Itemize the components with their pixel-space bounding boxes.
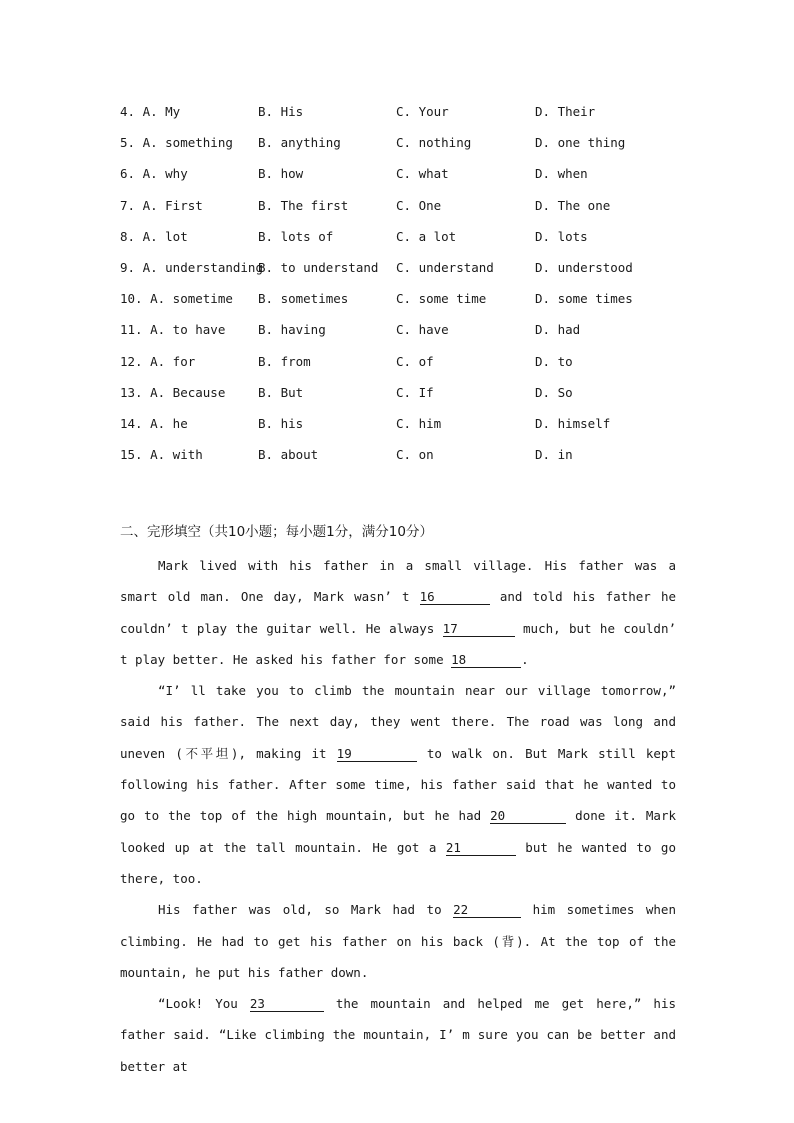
option-d: D. in (535, 447, 573, 463)
option-b: B. to understand (258, 259, 379, 275)
passage-text: much, but he couldn’ t play better. He asked his father for some (120, 620, 677, 667)
question-row-9 (120, 258, 720, 289)
option-b: B. from (258, 353, 311, 369)
option-a: 12. A. for (120, 353, 196, 369)
question-row-4 (120, 102, 720, 133)
option-b: B. how (258, 166, 304, 182)
option-b: B. sometimes (258, 291, 349, 307)
question-row-12 (120, 352, 720, 383)
option-a: 15. A. with (120, 447, 203, 463)
question-row-10 (120, 289, 720, 320)
option-d: D. one thing (535, 135, 626, 151)
option-c: C. Your (396, 104, 449, 119)
option-a: 11. A. to have (120, 322, 226, 338)
option-d: D. So (535, 384, 573, 400)
blank-22: 22 (453, 902, 521, 918)
passage-text: to walk on. But Mark still kept following his father. After some time, his father said that he wanted to go to the top of the high mountain, but he had (120, 745, 676, 824)
option-c: C. One (396, 197, 442, 213)
option-b: B. his (258, 415, 304, 431)
passage-text: him sometimes when climbing. He had to get his father on his back (背). At the top of the mountain, he put his father down. (120, 902, 676, 980)
option-b: B. The first (258, 197, 349, 213)
blank-23: 23 (250, 996, 324, 1012)
blank-20: 20 (490, 808, 566, 824)
option-c: C. have (396, 322, 449, 338)
passage-paragraph-1 (120, 550, 676, 675)
section-heading: 二、完形填空（共10小题；每小题1分，满分10分） (120, 524, 433, 540)
blank-19: 19 (337, 746, 417, 762)
option-d: D. lots (535, 228, 588, 244)
blank-16: 16 (420, 589, 490, 605)
passage-paragraph-4 (120, 988, 676, 1082)
option-a: 4. A. My (120, 104, 181, 119)
option-d: D. some times (535, 291, 633, 307)
answer-options-list (120, 102, 720, 476)
passage-text: “Look! You (158, 996, 250, 1012)
option-a: 14. A. he (120, 415, 188, 431)
question-row-8 (120, 227, 720, 258)
option-d: D. understood (535, 259, 633, 275)
option-c: C. nothing (396, 135, 472, 151)
option-d: D. to (535, 353, 573, 369)
option-c: C. If (396, 384, 434, 400)
option-c: C. of (396, 353, 434, 369)
passage-paragraph-2 (120, 675, 676, 894)
option-a: 5. A. something (120, 135, 233, 151)
option-b: B. anything (258, 135, 341, 151)
option-d: D. himself (535, 415, 611, 431)
option-c: C. a lot (396, 228, 457, 244)
option-d: D. The one (535, 197, 611, 213)
cloze-section (120, 522, 676, 1082)
option-a: 13. A. Because (120, 384, 226, 400)
question-row-11 (120, 320, 720, 351)
question-row-13 (120, 383, 720, 414)
question-row-6 (120, 164, 720, 195)
passage-text: the mountain and helped me get here,” his father said. “Like climbing the mountain, I’ m sure you can be better and better at (120, 996, 676, 1074)
passage-text: Mark lived with his father in a small village. His father was a smart old man. One day, Mark wasn’ t (120, 558, 676, 605)
option-a: 7. A. First (120, 197, 203, 213)
option-b: B. having (258, 322, 326, 338)
option-a: 8. A. lot (120, 228, 188, 244)
passage-text: and told his father he couldn’ t play the guitar well. He always (120, 589, 676, 636)
passage-text: . (521, 651, 529, 667)
question-row-14 (120, 414, 720, 445)
question-row-5 (120, 133, 720, 164)
option-c: C. him (396, 415, 442, 431)
option-b: B. His (258, 104, 304, 119)
option-c: C. some time (396, 291, 487, 307)
question-row-7 (120, 196, 720, 227)
passage-paragraph-3 (120, 894, 676, 988)
option-d: D. Their (535, 104, 596, 119)
option-a: 6. A. why (120, 166, 188, 182)
option-d: D. had (535, 322, 581, 338)
option-c: C. on (396, 447, 434, 463)
question-row-15 (120, 445, 720, 476)
passage-text: but he wanted to go there, too. (120, 839, 676, 886)
blank-18: 18 (451, 652, 521, 668)
blank-21: 21 (446, 840, 516, 856)
option-a: 9. A. understanding (120, 259, 263, 275)
option-c: C. understand (396, 259, 494, 275)
option-b: B. But (258, 384, 304, 400)
blank-17: 17 (443, 621, 515, 637)
option-b: B. lots of (258, 228, 334, 244)
passage-text: “I’ ll take you to climb the mountain near our village tomorrow,” said his father. The next day, they went there. The road was long and uneven (不平坦), making it (120, 683, 676, 761)
option-b: B. about (258, 447, 319, 463)
option-c: C. what (396, 166, 449, 182)
passage-text: His father was old, so Mark had to (158, 902, 454, 918)
option-a: 10. A. sometime (120, 291, 233, 307)
passage-text: done it. Mark looked up at the tall mountain. He got a (120, 808, 676, 855)
option-d: D. when (535, 166, 588, 182)
